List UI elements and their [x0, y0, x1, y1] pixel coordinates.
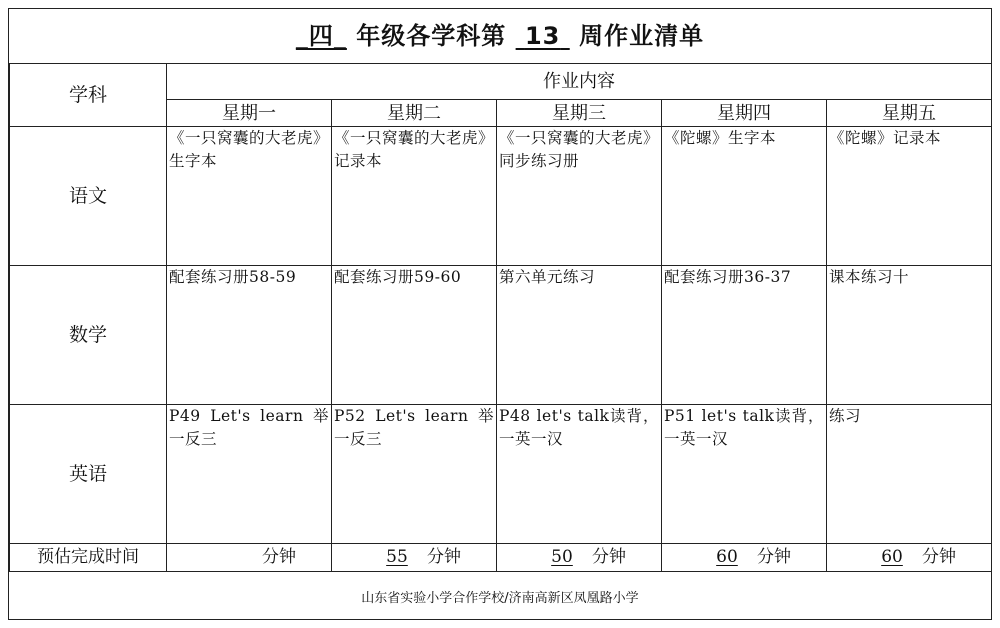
grade-value: _四_ — [295, 22, 347, 50]
homework-cell: P48 let's talk读背，一英一汉 — [497, 405, 662, 544]
day-header: 星期四 — [662, 100, 827, 127]
table-row-chinese — [10, 127, 992, 266]
homework-cell: P52 Let's learn 举一反三 — [332, 405, 497, 544]
homework-cell: 《一只窝囊的大老虎》记录本 — [332, 127, 497, 266]
homework-cell: 配套练习册58-59 — [167, 266, 332, 405]
page-title — [9, 9, 991, 63]
homework-cell: 《陀螺》记录本 — [827, 127, 992, 266]
table-row-english — [10, 405, 992, 544]
time-label: 预估完成时间 — [10, 544, 167, 572]
day-header: 星期五 — [827, 100, 992, 127]
time-cell: 60 分钟 — [662, 544, 827, 572]
title-text-1: 年级各学科第 — [356, 22, 507, 50]
day-header: 星期三 — [497, 100, 662, 127]
subject-cell: 英语 — [10, 405, 167, 544]
homework-cell: P51 let's talk读背，一英一汉 — [662, 405, 827, 544]
homework-cell: 《一只窝囊的大老虎》生字本 — [167, 127, 332, 266]
subject-cell: 语文 — [10, 127, 167, 266]
title-text-2: 周作业清单 — [579, 22, 705, 50]
week-value: 13 — [524, 22, 561, 50]
table-row-math — [10, 266, 992, 405]
homework-cell: 配套练习册59-60 — [332, 266, 497, 405]
homework-cell: 练习 — [827, 405, 992, 544]
time-cell: 50 分钟 — [497, 544, 662, 572]
time-cell: 60 分钟 — [827, 544, 992, 572]
day-header: 星期二 — [332, 100, 497, 127]
homework-cell: 《陀螺》生字本 — [662, 127, 827, 266]
content-header: 作业内容 — [167, 64, 992, 100]
homework-cell: 《一只窝囊的大老虎》同步练习册 — [497, 127, 662, 266]
table-row-time — [10, 544, 992, 572]
footer-school-name: 山东省实验小学合作学校/济南高新区凤凰路小学 — [361, 591, 639, 606]
homework-sheet — [8, 8, 992, 620]
day-header: 星期一 — [167, 100, 332, 127]
homework-cell: P49 Let's learn 举一反三 — [167, 405, 332, 544]
homework-table — [9, 63, 992, 572]
subject-header: 学科 — [10, 64, 167, 127]
homework-cell: 第六单元练习 — [497, 266, 662, 405]
time-cell: 55 分钟 — [332, 544, 497, 572]
time-cell: 分钟 — [167, 544, 332, 572]
homework-cell: 配套练习册36-37 — [662, 266, 827, 405]
homework-cell: 课本练习十 — [827, 266, 992, 405]
subject-cell: 数学 — [10, 266, 167, 405]
